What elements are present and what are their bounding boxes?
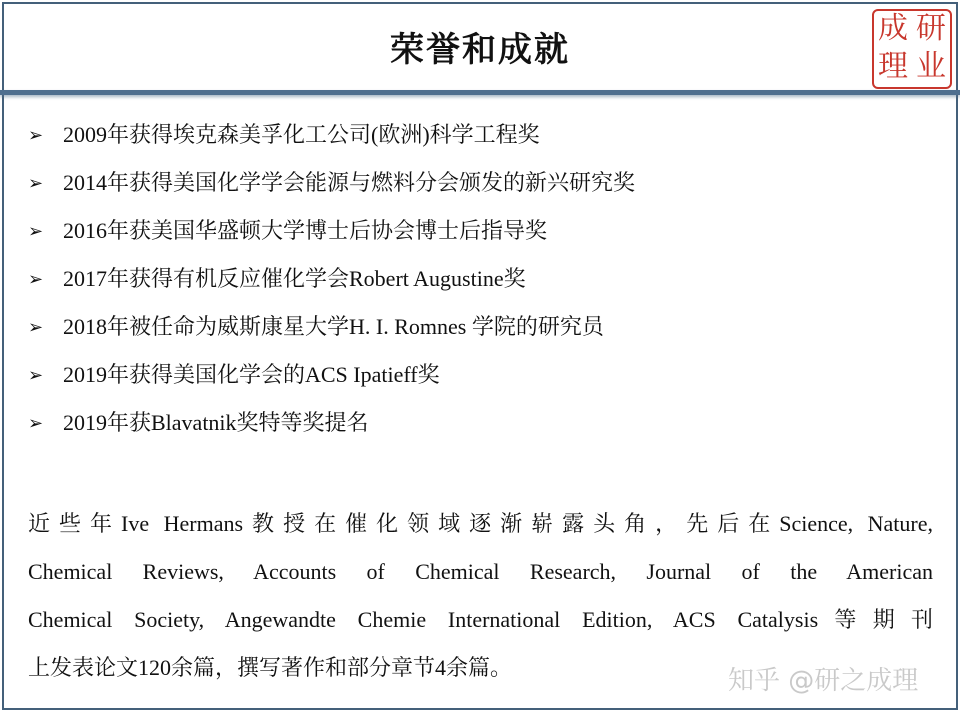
list-item: ➢ 2019年获得美国化学会的ACS Ipatieff奖 [28, 360, 635, 408]
arrowhead-bullet-icon: ➢ [28, 413, 44, 433]
logo-seal [872, 9, 952, 89]
seal-char: 成 [878, 11, 908, 46]
arrowhead-bullet-icon: ➢ [28, 173, 44, 193]
paragraph-line: 近些年Ive Hermans教授在催化领域逐渐崭露头角，先后在Science, Nature, [28, 511, 933, 536]
arrowhead-bullet-icon: ➢ [28, 125, 44, 145]
list-item: ➢ 2016年获美国华盛顿大学博士后协会博士后指导奖 [28, 216, 635, 264]
seal-char: 研 [916, 11, 946, 46]
paragraph-line: Chemical Society, Angewandte Chemie International Edition, ACS Catalysis等期刊 [28, 607, 933, 632]
seal-char: 理 [878, 49, 908, 84]
list-item: ➢ 2017年获得有机反应催化学会Robert Augustine奖 [28, 264, 635, 312]
list-item: ➢ 2018年被任命为威斯康星大学H. I. Romnes 学院的研究员 [28, 312, 635, 360]
seal-char: 业 [916, 49, 946, 84]
arrowhead-bullet-icon: ➢ [28, 365, 44, 385]
achievement-list [28, 120, 635, 456]
paragraph-line: 上发表论文120余篇，撰写著作和部分章节4余篇。 [28, 655, 513, 680]
slide-title: 荣誉和成就 [390, 32, 570, 69]
list-item: ➢ 2019年获Blavatnik奖特等奖提名 [28, 408, 635, 456]
list-item: ➢ 2009年获得埃克森美孚化工公司(欧洲)科学工程奖 [28, 120, 635, 168]
paragraph-line: Chemical Reviews, Accounts of Chemical Research, Journal of the American [28, 559, 933, 584]
arrowhead-bullet-icon: ➢ [28, 317, 44, 337]
header-divider [0, 90, 960, 95]
watermark: 知乎 @研之成理 [728, 666, 919, 696]
arrowhead-bullet-icon: ➢ [28, 221, 44, 241]
list-item: ➢ 2014年获得美国化学学会能源与燃料分会颁发的新兴研究奖 [28, 168, 635, 216]
arrowhead-bullet-icon: ➢ [28, 269, 44, 289]
